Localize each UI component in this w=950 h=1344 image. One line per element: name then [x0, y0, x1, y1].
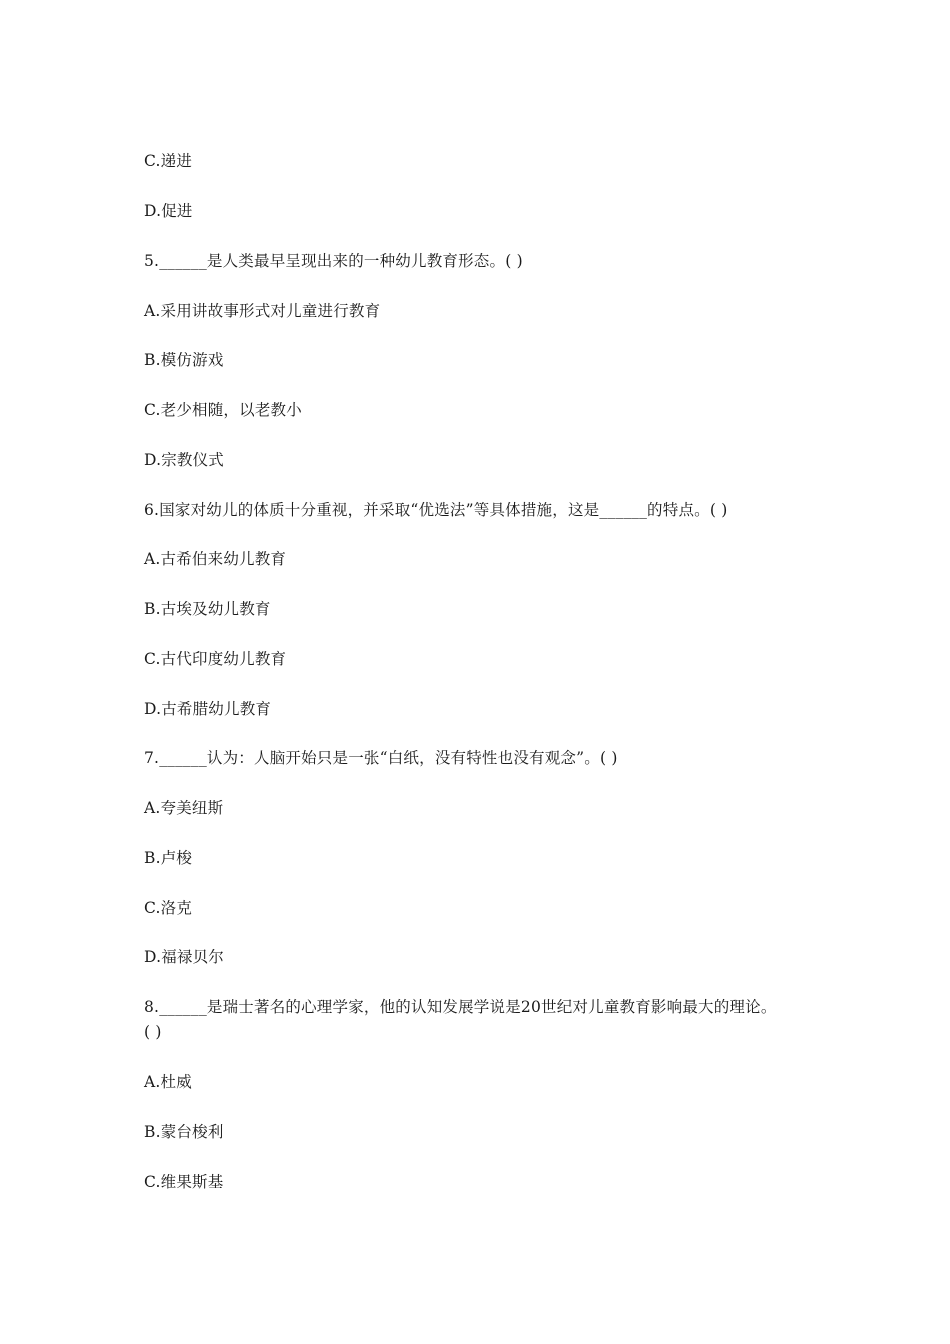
- option-8a: A.杜威: [144, 1073, 192, 1091]
- option-7a: A.夸美纽斯: [144, 799, 224, 817]
- option-6d: D.古希腊幼儿教育: [144, 700, 272, 718]
- question-7: 7.______认为：人脑开始只是一张“白纸，没有特性也没有观念”。( ): [144, 749, 618, 767]
- option-4c: C.递进: [144, 152, 193, 170]
- option-5a: A.采用讲故事形式对儿童进行教育: [144, 302, 381, 320]
- question-6: 6.国家对幼儿的体质十分重视，并采取“优选法”等具体措施，这是______的特点。( ): [144, 501, 728, 519]
- question-8: 8.______是瑞士著名的心理学家，他的认知发展学说是20世纪对儿童教育影响最大的理论。: [144, 998, 777, 1016]
- option-5d: D.宗教仪式: [144, 451, 225, 469]
- option-7d: D.福禄贝尔: [144, 948, 225, 966]
- option-5b: B.模仿游戏: [144, 351, 224, 369]
- option-5c: C.老少相随，以老教小: [144, 401, 302, 419]
- option-6a: A.古希伯来幼儿教育: [144, 550, 287, 568]
- option-6c: C.古代印度幼儿教育: [144, 650, 287, 668]
- option-8b: B.蒙台梭利: [144, 1123, 224, 1141]
- option-6b: B.古埃及幼儿教育: [144, 600, 271, 618]
- option-7c: C.洛克: [144, 899, 193, 917]
- question-5: 5.______是人类最早呈现出来的一种幼儿教育形态。( ): [144, 252, 523, 270]
- option-4d: D.促进: [144, 202, 193, 220]
- question-8-bracket: ( ): [144, 1023, 162, 1041]
- option-8c: C.维果斯基: [144, 1173, 224, 1191]
- option-7b: B.卢梭: [144, 849, 193, 867]
